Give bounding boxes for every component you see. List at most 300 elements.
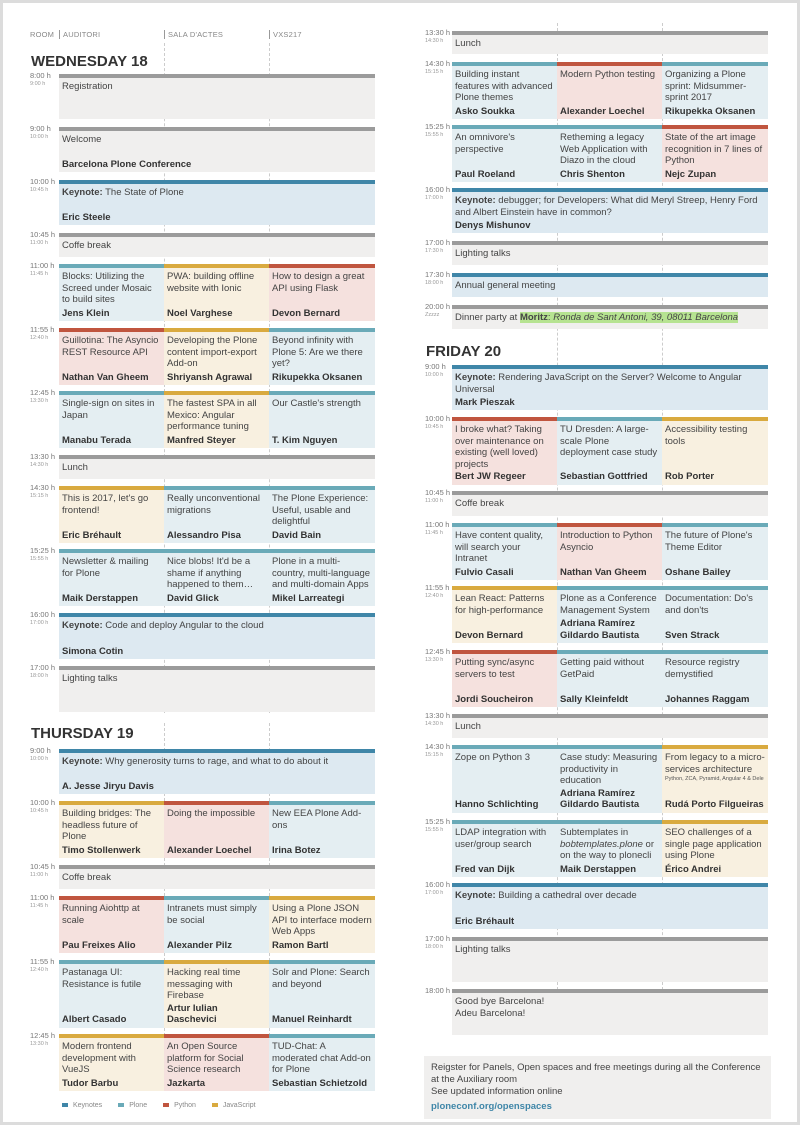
time-start: 13:30 h (425, 711, 451, 720)
schedule-row (425, 647, 768, 707)
session-title (62, 903, 161, 926)
slot-cells (452, 369, 768, 410)
session-title (560, 69, 659, 81)
session-title-text: Running Aiohttp at scale (62, 903, 140, 926)
session-title-text: Developing the Plone content import-export Add-on (167, 335, 258, 369)
schedule-row (425, 362, 768, 410)
session-speaker: Manabu Terada (62, 434, 131, 446)
session-card[interactable] (557, 527, 662, 580)
session-card[interactable] (59, 553, 164, 606)
time-end: 15:15 h (425, 752, 444, 758)
slot-title-text: Lunch (455, 721, 481, 732)
slot-cells (59, 869, 375, 889)
slot-cells (59, 1038, 375, 1091)
slot-card[interactable] (452, 192, 768, 233)
schedule-row (30, 746, 375, 794)
time-start: 20:00 h (425, 302, 451, 311)
session-card[interactable] (662, 66, 768, 119)
schedule-row (425, 238, 768, 265)
slot-card[interactable] (59, 617, 375, 659)
session-speaker: Nejc Zupan (665, 168, 717, 180)
session-card[interactable] (662, 654, 768, 707)
slot-title (62, 134, 372, 146)
session-slot (452, 820, 768, 877)
slot-title-text: Code and deploy Angular to the cloud (105, 620, 264, 631)
slot-card[interactable] (452, 369, 768, 410)
session-speaker: Asko Soukka (455, 105, 515, 117)
session-card[interactable] (164, 1038, 269, 1091)
time-end: 10:00 h (30, 756, 49, 762)
keynote-label: Keynote: (62, 756, 103, 767)
session-card[interactable] (452, 421, 557, 485)
session-card[interactable] (557, 590, 662, 643)
time-start: 11:55 h (30, 957, 55, 966)
slot-title (62, 872, 372, 884)
session-card[interactable] (164, 964, 269, 1028)
session-card[interactable] (164, 395, 269, 448)
session-card[interactable] (269, 964, 375, 1028)
schedule-row (30, 452, 375, 479)
time-start: 11:00 h (425, 520, 450, 529)
slot-title-text: Annual general meeting (455, 280, 556, 291)
session-card[interactable] (59, 490, 164, 543)
session-card[interactable] (59, 1038, 164, 1091)
session-title-text: Intranets must simply be social (167, 903, 257, 926)
slot-title-text: Good bye Barcelona! Adeu Barcelona! (455, 996, 545, 1019)
session-title (272, 493, 372, 528)
schedule-row (425, 817, 768, 877)
slot-speaker: A. Jesse Jiryu Davis (62, 780, 154, 792)
slot-title-text: The State of Plone (105, 187, 184, 198)
slot-title (455, 996, 765, 1019)
session-speaker: Fred van Dijk (455, 863, 515, 875)
time-end: 17:00 h (425, 195, 444, 201)
time-end: 14:30 h (425, 721, 444, 727)
session-speaker: Ramon Bartl (272, 939, 329, 951)
time-start: 15:25 h (30, 546, 56, 555)
schedule-row (30, 325, 375, 385)
time-end: 10:00 h (425, 372, 444, 378)
time-end: 15:55 h (425, 132, 444, 138)
session-card[interactable] (59, 900, 164, 953)
slot-title (62, 756, 372, 768)
keynote-label: Keynote: (62, 187, 103, 198)
session-speaker: Alessandro Pisa (167, 529, 241, 541)
legend-label: Keynotes (73, 1102, 103, 1109)
session-card[interactable] (59, 268, 164, 321)
slot-speaker: Eric Steele (62, 211, 111, 223)
slot-title-text: Lighting talks (455, 944, 511, 955)
time-start: 14:30 h (30, 483, 56, 492)
session-speaker: Irina Botez (272, 844, 321, 856)
session-speaker: Jazkarta (167, 1077, 206, 1089)
session-card[interactable] (164, 805, 269, 858)
time-end: 15:55 h (30, 556, 49, 562)
session-card[interactable] (269, 553, 375, 606)
time-start: 10:00 h (30, 177, 56, 186)
time-start: 15:25 h (425, 122, 451, 131)
general-slot (452, 491, 768, 516)
session-title (167, 967, 266, 1002)
schedule-row (30, 862, 375, 889)
slot-card[interactable] (452, 277, 768, 297)
room-label: ROOM (30, 30, 55, 39)
session-title-text: Subtemplates in (560, 827, 629, 838)
schedule-row (425, 28, 768, 54)
time-start: 18:00 h (425, 986, 451, 995)
keynote-slot (59, 180, 375, 225)
session-title (560, 132, 659, 167)
session-card[interactable] (452, 66, 557, 119)
session-title-text: Putting sync/async servers to test (455, 657, 535, 680)
session-title-text: Modern frontend development with VueJS (62, 1041, 136, 1075)
session-card[interactable] (164, 332, 269, 385)
session-title-text: Nice blobs! It'd be a shame if anything happened to them… (167, 556, 254, 590)
session-slot (452, 125, 768, 182)
slot-speaker: Eric Bréhault (455, 915, 515, 927)
dinner-address: Ronda de Sant Antoni, 39, 08011 Barcelona (553, 312, 739, 323)
time-start: 10:45 h (425, 488, 451, 497)
slot-title-text: Coffe break (62, 872, 111, 883)
session-title (560, 593, 659, 616)
session-speaker: Maik Derstappen (62, 592, 139, 604)
session-title (455, 530, 554, 565)
schedule-row (30, 798, 375, 858)
session-card[interactable] (59, 395, 164, 448)
session-slot (59, 960, 375, 1028)
time-start: 14:30 h (425, 59, 451, 68)
slot-title (455, 195, 765, 218)
keynote-slot (452, 365, 768, 410)
time-start: 11:55 h (30, 325, 55, 334)
session-title (62, 271, 161, 306)
session-title-text: Hacking real time messaging with Firebase (167, 967, 241, 1001)
session-title (455, 657, 554, 680)
slot-cells (59, 268, 375, 321)
slot-cells (452, 309, 768, 329)
legend-label: Plone (129, 1102, 148, 1109)
session-card[interactable] (557, 749, 662, 813)
session-card[interactable] (452, 654, 557, 707)
slot-cells (452, 718, 768, 738)
slot-card (59, 869, 375, 889)
schedule-row (30, 124, 375, 172)
slot-card (452, 941, 768, 982)
session-title (455, 132, 554, 155)
session-speaker: Rudá Porto Filgueiras (665, 799, 764, 810)
time-start: 17:00 h (425, 238, 451, 247)
general-slot (452, 241, 768, 265)
slot-title (455, 38, 765, 50)
time-end: 18:00 h (425, 280, 444, 286)
keynote-slot (452, 273, 768, 297)
session-speaker: Rikupekka Oksanen (272, 371, 363, 383)
slot-cells (452, 887, 768, 929)
slot-title (455, 248, 765, 260)
session-speaker: Sebastian Gottfried (560, 471, 648, 482)
session-card[interactable] (59, 964, 164, 1028)
slot-cells (452, 527, 768, 580)
slot-cells (59, 670, 375, 712)
general-slot (452, 937, 768, 982)
time-start: 12:45 h (30, 1031, 56, 1040)
schedule-row (30, 1031, 375, 1091)
session-card[interactable] (164, 490, 269, 543)
keynote-label: Keynote: (455, 372, 496, 383)
slot-title (455, 721, 765, 733)
keynote-slot (59, 613, 375, 659)
openspaces-link[interactable]: ploneconf.org/openspaces (431, 1101, 552, 1112)
slot-title (62, 620, 372, 632)
slot-speaker: Barcelona Plone Conference (62, 158, 192, 170)
session-card[interactable] (269, 395, 375, 448)
session-title (665, 424, 765, 447)
slot-cells (59, 78, 375, 119)
keynote-slot (59, 749, 375, 794)
session-title-text: The fastest SPA in all Mexico: Angular performance tuning (167, 398, 257, 432)
schedule-page (3, 3, 797, 1122)
time-start: 9:00 h (30, 746, 51, 755)
session-speaker: Tudor Barbu (62, 1077, 119, 1089)
session-speaker: Artur Iulian Daschevici (167, 1002, 218, 1025)
slot-card (59, 131, 375, 172)
time-end: 13:30 h (425, 657, 444, 663)
slot-card (59, 237, 375, 257)
slot-cells (59, 964, 375, 1028)
legend-swatch (62, 1103, 68, 1107)
schedule-row (30, 546, 375, 606)
session-card[interactable] (164, 553, 269, 606)
session-title (167, 335, 266, 370)
session-title-text: The future of Plone's Theme Editor (665, 530, 753, 553)
schedule-row (425, 270, 768, 297)
session-speaker: Alexander Loechel (167, 844, 252, 856)
session-speaker: Chris Shenton (560, 168, 625, 180)
session-card[interactable] (269, 1038, 375, 1091)
time-start: 17:30 h (425, 270, 451, 279)
time-start: 9:00 h (30, 124, 51, 133)
session-title-text: An Open Source platform for Social Science research (167, 1041, 244, 1075)
room-header-2: VXS217 (269, 30, 302, 39)
time-start: 10:00 h (425, 414, 451, 423)
session-card[interactable] (59, 332, 164, 385)
session-card[interactable] (452, 527, 557, 580)
slot-card (59, 459, 375, 479)
session-speaker: Noel Varghese (167, 307, 233, 319)
session-card[interactable] (164, 268, 269, 321)
dinner-prefix: Dinner party at (455, 312, 520, 323)
session-card[interactable] (269, 805, 375, 858)
slot-title-text: Lighting talks (455, 248, 511, 259)
legend-item-python (163, 1101, 196, 1110)
session-title-text: TU Dresden: A large-scale Plone deployment case study (560, 424, 658, 458)
slot-cells (59, 131, 375, 172)
legend-swatch (163, 1103, 169, 1107)
session-card[interactable] (662, 824, 768, 877)
time-end: 17:30 h (425, 248, 444, 254)
session-card[interactable] (662, 129, 768, 182)
schedule-row (30, 957, 375, 1028)
time-start: 17:00 h (30, 663, 56, 672)
info-line: See updated information online (431, 1086, 563, 1097)
slot-title-text: debugger; for Developers: What did Meryl Streep, Henry Ford and Albert Einstein have in common? (455, 195, 758, 218)
session-card[interactable] (269, 268, 375, 321)
session-card[interactable] (557, 654, 662, 707)
session-card[interactable] (269, 900, 375, 953)
time-end: 10:00 h (30, 134, 49, 140)
session-title (62, 1041, 161, 1076)
session-title (272, 808, 372, 831)
session-title-text: Pastanaga UI: Resistance is futile (62, 967, 142, 990)
slot-speaker: Mark Pieszak (455, 396, 515, 408)
session-title (62, 556, 161, 579)
slot-card[interactable] (59, 184, 375, 225)
slot-cells (452, 495, 768, 516)
session-tech-note: Python, ZCA, Pyramid, Angular 4 & Dele (665, 776, 764, 782)
time-end: 18:00 h (30, 673, 49, 679)
schedule-row (425, 302, 768, 329)
session-card[interactable] (452, 749, 557, 813)
session-title-text: Beyond infinity with Plone 5: Are we there yet? (272, 335, 363, 369)
session-card[interactable] (452, 129, 557, 182)
session-card[interactable] (269, 332, 375, 385)
session-title-text: LDAP integration with user/group search (455, 827, 547, 850)
session-speaker: Albert Casado (62, 1014, 127, 1025)
time-start: 10:45 h (30, 862, 56, 871)
session-card[interactable] (164, 900, 269, 953)
session-card[interactable] (59, 805, 164, 858)
schedule-row (425, 986, 768, 1035)
general-slot (59, 455, 375, 479)
slot-cells (59, 395, 375, 448)
slot-cells (452, 129, 768, 182)
session-slot (59, 264, 375, 321)
legend-swatch (212, 1103, 218, 1107)
time-end: 13:30 h (30, 1041, 49, 1047)
time-start: 13:30 h (425, 28, 451, 37)
time-end: 15:15 h (30, 493, 49, 499)
session-title (665, 530, 765, 553)
room-header-0: AUDITORI (59, 30, 100, 39)
time-end: 15:55 h (425, 827, 444, 833)
time-start: 11:55 h (425, 583, 450, 592)
session-title-text: Modern Python testing (560, 69, 656, 80)
session-title-text: I broke what? Taking over maintenance on existing (well loved) projects (455, 424, 544, 470)
time-end: 11:45 h (30, 903, 48, 909)
time-end: 14:30 h (30, 462, 49, 468)
dinner-place: Moritz (519, 312, 548, 323)
time-start: 10:00 h (30, 798, 56, 807)
session-title-text: The Plone Experience: Useful, usable and delightful (272, 493, 369, 527)
session-title-text: New EEA Plone Add-ons (272, 808, 362, 831)
session-title-tail: or on the way to plonecli (560, 838, 655, 861)
day-heading: THURSDAY 19 (31, 725, 134, 742)
session-card[interactable] (557, 824, 662, 877)
session-title (560, 657, 659, 680)
session-speaker: Hanno Schlichting (455, 799, 539, 810)
session-speaker: Jordi Soucheiron (455, 693, 534, 705)
session-card[interactable] (269, 490, 375, 543)
time-start: 14:30 h (425, 742, 451, 751)
slot-title (455, 280, 765, 292)
time-end: 12:40 h (30, 967, 49, 973)
schedule-row (30, 483, 375, 543)
time-start: 16:00 h (30, 610, 56, 619)
slot-cells (59, 490, 375, 543)
session-card[interactable] (452, 590, 557, 643)
session-slot (59, 1034, 375, 1091)
session-title (272, 398, 372, 410)
keynote-label: Keynote: (455, 195, 496, 206)
session-title (167, 271, 266, 294)
session-speaker: Rikupekka Oksanen (665, 105, 756, 117)
session-slot (452, 417, 768, 485)
slot-cells (452, 993, 768, 1035)
keynote-label: Keynote: (455, 890, 496, 901)
session-card[interactable] (557, 421, 662, 485)
session-title (272, 967, 372, 990)
session-title-text: Blocks: Utilizing the Screed under Mosaic to build sites (62, 271, 152, 305)
session-title (167, 808, 266, 820)
general-slot (59, 127, 375, 172)
session-card[interactable] (662, 527, 768, 580)
session-slot (59, 391, 375, 448)
time-end: 10:45 h (30, 808, 49, 814)
session-card[interactable] (557, 66, 662, 119)
session-speaker: Adriana Ramírez Gildardo Bautista (560, 787, 640, 810)
time-end: 18:00 h (425, 944, 444, 950)
session-card[interactable] (557, 129, 662, 182)
slot-cells (452, 590, 768, 643)
session-title (665, 69, 765, 104)
keynote-slot (452, 883, 768, 929)
session-slot (59, 328, 375, 385)
session-title-text: TUD-Chat: A moderated chat Add-on for Plone (272, 1041, 371, 1075)
schedule-row (30, 261, 375, 321)
schedule-row (425, 711, 768, 738)
session-card[interactable] (662, 421, 768, 485)
slot-title-text: Why generosity turns to rage, and what to do about it (105, 756, 329, 767)
session-title-text: State of the art image recognition in 7 lines of Python (665, 132, 763, 166)
session-slot (452, 62, 768, 119)
time-start: 12:45 h (425, 647, 451, 656)
session-title-text: Doing the impossible (167, 808, 256, 819)
legend (62, 1101, 256, 1110)
schedule-row (30, 663, 375, 712)
slot-title (62, 240, 372, 252)
slot-card[interactable] (452, 887, 768, 929)
slot-card[interactable] (59, 753, 375, 794)
session-title-text: Case study: Measuring productivity in education (560, 752, 658, 786)
slot-cells (452, 749, 768, 813)
session-card[interactable] (452, 824, 557, 877)
session-title (167, 903, 266, 926)
legend-item-plone (118, 1101, 147, 1110)
schedule-row (425, 122, 768, 182)
session-card[interactable] (662, 749, 768, 813)
info-line: Reigster for Panels, Open spaces and free meetings during all the Conference at the Auxiliary room (431, 1062, 761, 1085)
slot-card (452, 495, 768, 516)
slot-title (62, 81, 372, 93)
schedule-row (425, 520, 768, 580)
keynote-slot (452, 188, 768, 233)
schedule-row (425, 583, 768, 643)
schedule-row (425, 488, 768, 516)
session-card[interactable] (662, 590, 768, 643)
slot-card (452, 718, 768, 738)
slot-title-text: Coffe break (455, 498, 504, 509)
session-title (455, 424, 554, 470)
